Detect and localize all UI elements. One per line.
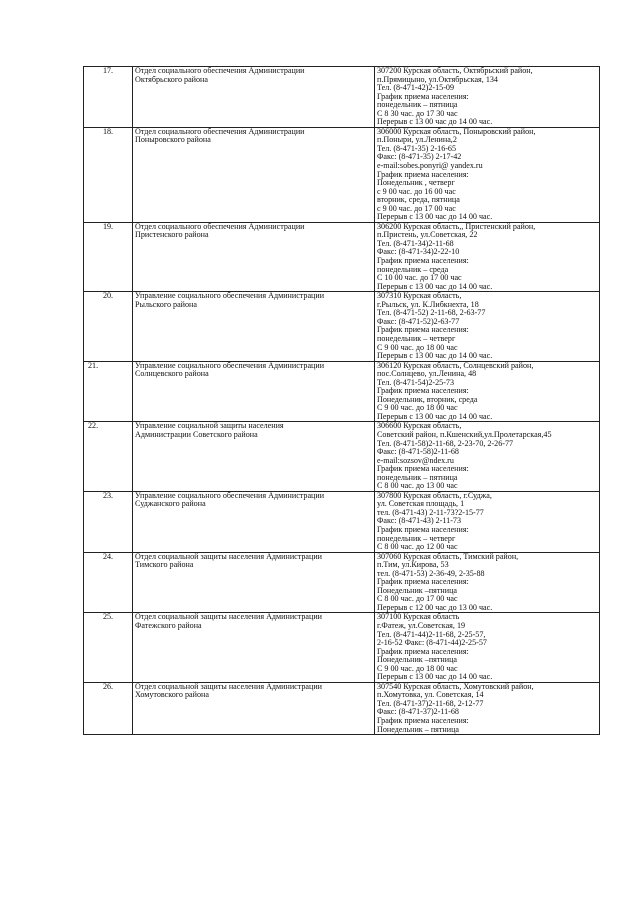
contact-line: График приема населения:: [377, 387, 469, 396]
contact-line: Перерыв с 12 00 час до 13 00 час.: [377, 603, 493, 612]
department-name: [133, 361, 375, 422]
contact-line: Факс: (8-471-43) 2-11-73: [377, 517, 461, 526]
department-name-line: Тимского района: [135, 561, 194, 570]
department-name: [133, 682, 375, 734]
contact-line: Понедельник, вторник, среда: [377, 395, 478, 404]
contact-line: С 9 00 час. до 18 00 час: [377, 664, 458, 673]
contact-line: с 9 00 час. до 17 00 час: [377, 204, 456, 213]
contact-line: 307800 Курская область, г.Суджа,: [377, 491, 492, 500]
department-name-line: Администрации Советского района: [135, 430, 258, 439]
contact-line: тел. (8-471-53) 2-36-49, 2-35-88: [377, 569, 485, 578]
contact-line: Факс: (8-471-52)2-63-77: [377, 317, 460, 326]
contact-line: Понедельник –пятница: [377, 586, 457, 595]
department-name-line: Отдел социальной защиты населения Администрации: [135, 613, 323, 622]
contact-line: 306000 Курская область, Поныровский район,: [377, 127, 536, 136]
contact-info: [375, 222, 600, 291]
contact-info: [375, 422, 600, 491]
contact-line: Понедельник –пятница: [377, 656, 457, 665]
table-row: [84, 422, 600, 491]
contact-line: Перерыв с 13 00 час до 14 00 час.: [377, 352, 493, 361]
contact-line: График приема населения:: [377, 647, 469, 656]
contact-line: понедельник – пятница: [377, 473, 458, 482]
contact-line: 306600 Курская область,: [377, 422, 462, 431]
department-name-line: Управление социального обеспечения Администрации: [135, 292, 325, 301]
contact-line: понедельник – пятница: [377, 101, 458, 110]
department-name-line: Солнцевского района: [135, 370, 209, 379]
contact-line: Тел. (8-471-42)2-15-09: [377, 84, 455, 93]
department-name-line: Отдел социальной защиты населения Администрации: [135, 552, 323, 561]
department-name-line: Суджанского района: [135, 500, 206, 509]
contact-info: [375, 613, 600, 682]
contact-line: понедельник – среда: [377, 265, 449, 274]
contact-line: Тел. (8-471-54)2-25-73: [377, 378, 455, 387]
contact-line: С 10 00 час. до 17 00 час: [377, 274, 462, 283]
department-name-line: Управление социального обеспечения Администрации: [135, 361, 325, 370]
department-name: [133, 127, 375, 222]
contact-info: [375, 491, 600, 552]
contact-line: Перерыв с 13 00 час до 14 00 час.: [377, 282, 493, 291]
department-name: [133, 491, 375, 552]
contact-line: Факс: (8-471-35) 2-17-42: [377, 153, 462, 162]
contact-line: Понедельник , четверг: [377, 179, 455, 188]
contact-info: [375, 682, 600, 734]
department-name-line: Октябрьского района: [135, 75, 208, 84]
row-number: 25.: [84, 613, 133, 682]
department-name-line: Рыльского района: [135, 300, 197, 309]
contact-line: тел. (8-471-43) 2-11-73?2-15-77: [377, 508, 484, 517]
contact-line: Тел. (8-471-52) 2-11-68, 2-63-77: [377, 309, 486, 318]
contact-line: Факс: (8-471-37)2-11-68: [377, 708, 459, 717]
row-number: 21.: [84, 361, 133, 422]
contact-line: п.Пристень, ул.Советская, 22: [377, 231, 478, 240]
contact-line: 306120 Курская область, Солнцевский район,: [377, 361, 534, 370]
contact-line: Тел. (8-471-44)2-11-68, 2-25-57,: [377, 630, 486, 639]
table-row: [84, 67, 600, 128]
contact-line: График приема населения:: [377, 578, 469, 587]
contact-line: г.Рыльск, ул. К.Либкнехта, 18: [377, 300, 479, 309]
row-number: 19.: [84, 222, 133, 291]
contact-line: ул. Советская площадь, 1: [377, 500, 465, 509]
contact-line: п.Прямицыно, ул.Октябрьская, 134: [377, 75, 498, 84]
row-number: 26.: [84, 682, 133, 734]
contact-line: Советский район, п.Кшенский,ул.Пролетарская,45: [377, 430, 552, 439]
contact-line: 2-16-52 Факс: (8-471-44)2-25-57: [377, 639, 487, 648]
contact-line: e-mail:sobes.ponyri@ yandex.ru: [377, 162, 483, 171]
department-name: [133, 422, 375, 491]
contact-line: 306200 Курская область,, Пристенский район,: [377, 222, 536, 231]
contact-line: График приема населения:: [377, 326, 469, 335]
row-number: 23.: [84, 491, 133, 552]
row-number: 17.: [84, 67, 133, 128]
row-number: 18.: [84, 127, 133, 222]
contact-line: С 8 00 час. до 13 00 час: [377, 482, 458, 491]
table-row: [84, 127, 600, 222]
contact-line: Факс: (8-471-58)2-11-68: [377, 448, 459, 457]
contact-line: Перерыв с 13 00 час до 14 00 час.: [377, 213, 493, 222]
contact-line: График приема населения:: [377, 170, 469, 179]
contact-line: С 9 00 час. до 18 00 час: [377, 343, 458, 352]
contact-line: 307540 Курская область, Хомутовский район,: [377, 682, 534, 691]
contact-line: с 9 00 час. до 16 00 час: [377, 187, 456, 196]
department-name-line: Отдел социального обеспечения Администрации: [135, 67, 305, 75]
contact-line: Тел. (8-471-35) 2-16-65: [377, 144, 457, 153]
row-number: 24.: [84, 552, 133, 613]
contact-line: понедельник – четверг: [377, 334, 456, 343]
contact-line: г.Фатеж, ул.Советская, 19: [377, 622, 466, 630]
contact-line: С 9 00 час. до 18 00 час: [377, 404, 458, 413]
department-name-line: Пристенского района: [135, 231, 209, 240]
contact-line: 307060 Курская область, Тимский район,: [377, 552, 519, 561]
contact-line: 307310 Курская область,: [377, 292, 462, 301]
department-name-line: Хомутовского района: [135, 691, 209, 700]
table-row: [84, 361, 600, 422]
contact-line: пос.Солнцево, ул.Ленина, 48: [377, 370, 477, 379]
department-name-line: Управление социального обеспечения Администрации: [135, 491, 325, 500]
contact-line: п.Поныри, ул.Ленина,2: [377, 136, 457, 145]
contact-line: График приема населения:: [377, 92, 469, 101]
table-row: [84, 491, 600, 552]
contact-line: С 8 00 час. до 17 00 час: [377, 595, 458, 604]
contact-line: 307200 Курская область, Октябрьский район,: [377, 67, 533, 75]
table-row: [84, 292, 600, 361]
department-name-line: Отдел социального обеспечения Администрации: [135, 222, 305, 231]
department-name-line: Поныровского района: [135, 136, 211, 145]
department-name: [133, 552, 375, 613]
contact-line: Перерыв с 13 00 час до 14 00 час.: [377, 673, 493, 682]
social-services-table: [83, 66, 600, 735]
contact-line: Факс: (8-471-34)2-22-10: [377, 248, 460, 257]
department-name-line: Отдел социального обеспечения Администрации: [135, 127, 305, 136]
table-row: [84, 552, 600, 613]
contact-line: п.Тим, ул.Кирова, 53: [377, 561, 449, 570]
table-row: [84, 682, 600, 734]
contact-info: [375, 127, 600, 222]
contact-line: График приема населения:: [377, 465, 469, 474]
contact-line: 307100 Курская область: [377, 613, 460, 622]
row-number: 20.: [84, 292, 133, 361]
table-row: [84, 222, 600, 291]
contact-line: e-mail:sozsov@ndex.ru: [377, 456, 454, 465]
contact-line: Перерыв с 13 00 час до 14 00 час.: [377, 118, 493, 127]
department-name-line: Управление социальной защиты населения: [135, 422, 284, 431]
contact-line: С 8 30 час. до 17 30 час: [377, 109, 458, 118]
contact-line: График приема населения:: [377, 257, 469, 266]
contact-line: понедельник – четверг: [377, 534, 456, 543]
department-name: [133, 222, 375, 291]
table-row: [84, 613, 600, 682]
department-name-line: Фатежского района: [135, 622, 202, 630]
contact-line: Тел. (8-471-58)2-11-68, 2-23-70, 2-26-77: [377, 439, 514, 448]
department-name: [133, 613, 375, 682]
contact-line: Тел. (8-471-34)2-11-68: [377, 239, 454, 248]
contact-info: [375, 292, 600, 361]
contact-info: [375, 67, 600, 128]
contact-line: График приема населения:: [377, 717, 469, 726]
department-name: [133, 292, 375, 361]
contact-info: [375, 361, 600, 422]
table-body: [84, 67, 600, 735]
contact-line: Понедельник – пятница: [377, 725, 460, 734]
contact-line: п.Хомутовка, ул. Советская, 14: [377, 691, 484, 700]
contact-line: С 8 00 час. до 12 00 час: [377, 543, 458, 552]
contact-line: График приема населения:: [377, 525, 469, 534]
contact-info: [375, 552, 600, 613]
row-number: 22.: [84, 422, 133, 491]
department-name: [133, 67, 375, 128]
contact-line: вторник, среда, пятница: [377, 196, 460, 205]
department-name-line: Отдел социальной защиты населения Администрации: [135, 682, 323, 691]
contact-line: Тел. (8-471-37)2-11-68, 2-12-77: [377, 699, 484, 708]
contact-line: Перерыв с 13 00 час до 14 00 час.: [377, 412, 493, 421]
